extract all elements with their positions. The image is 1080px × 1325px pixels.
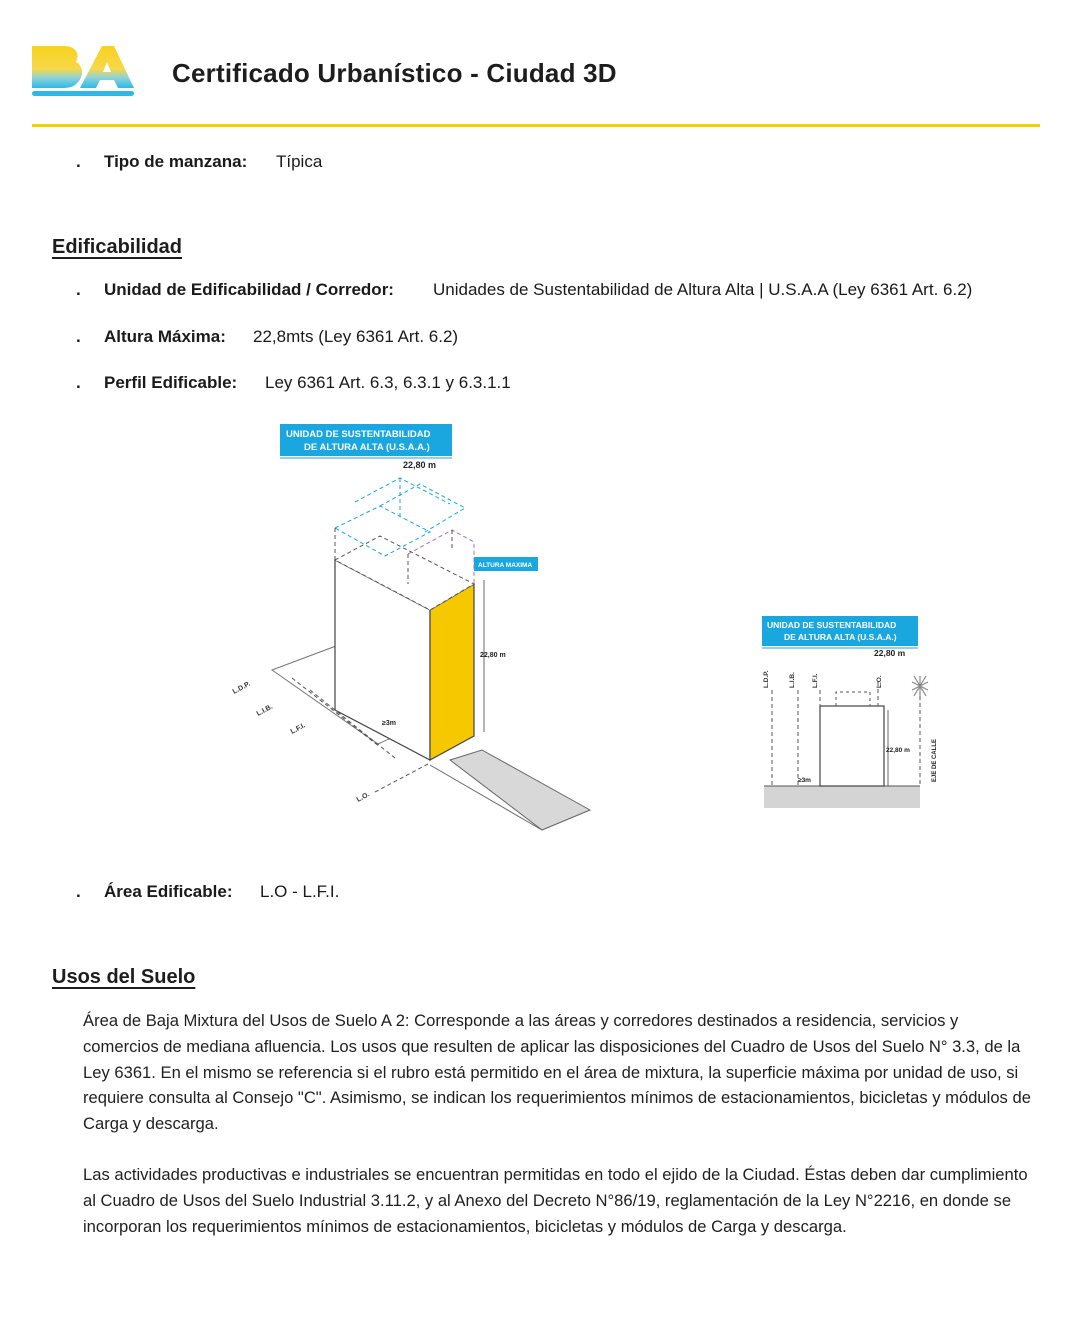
iso-badge bbox=[280, 424, 452, 470]
iso-lfi-label: L.F.I. bbox=[289, 722, 307, 736]
section-badge-line2: DE ALTURA ALTA (U.S.A.A.) bbox=[784, 632, 897, 642]
section-ground bbox=[764, 786, 920, 808]
usos-paragraph-2: Las actividades productivas e industriales se encuentran permitidas en todo el ejido de la Ciudad. Éstas deben dar cumplimiento al Cuadro de Usos del Suelo Industrial 3.11.2, y al Anexo del Decreto N°86/19, reglamentación de la Ley N°2216, en donde se incorporan los requerimientos mínimos de estacionamientos, bicicletas y módulos de Carga y descarga. bbox=[83, 1165, 1028, 1236]
bullet-dot: . bbox=[76, 373, 81, 392]
section-badge-line1: UNIDAD DE SUSTENTABILIDAD bbox=[767, 620, 897, 630]
iso-ldp-label: L.D.P. bbox=[231, 680, 252, 696]
bullet-dot: . bbox=[76, 327, 81, 346]
iso-dim-label: 22,80 m bbox=[480, 652, 506, 659]
iso-setback-label: ≥3m bbox=[382, 720, 396, 727]
building-facade bbox=[430, 584, 474, 760]
sidewalk bbox=[450, 750, 590, 830]
manzana-label: Tipo de manzana: bbox=[104, 152, 248, 171]
manzana-value: Típica bbox=[276, 152, 323, 171]
altura-label: Altura Máxima: bbox=[104, 327, 226, 346]
bullet-dot: . bbox=[76, 152, 81, 171]
section-height-label: 22,80 m bbox=[874, 648, 906, 658]
bullet-dot: . bbox=[76, 280, 81, 299]
section-lo-label: L.O. bbox=[876, 675, 883, 688]
page-header bbox=[0, 0, 1080, 130]
altura-value: 22,8mts (Ley 6361 Art. 6.2) bbox=[253, 327, 459, 346]
section-lfi-label: L.F.I. bbox=[812, 673, 819, 688]
section-badge bbox=[762, 616, 918, 658]
tree-icon bbox=[912, 676, 928, 696]
altura-maxima-tag-text: ALTURA MAXIMA bbox=[478, 562, 533, 569]
iso-lib-label: L.I.B. bbox=[255, 703, 275, 718]
eje-calle-label: EJE DE CALLE bbox=[932, 738, 938, 782]
header-divider bbox=[32, 124, 1040, 127]
perfil-edificable-diagram bbox=[220, 420, 940, 840]
section-lib-label: L.I.B. bbox=[789, 672, 796, 688]
document-title: Certificado Urbanístico - Ciudad 3D bbox=[172, 58, 617, 88]
area-label: Área Edificable: bbox=[104, 882, 233, 901]
perfil-value: Ley 6361 Art. 6.3, 6.3.1 y 6.3.1.1 bbox=[265, 373, 511, 392]
perfil-label: Perfil Edificable: bbox=[104, 373, 238, 392]
bullet-dot: . bbox=[76, 882, 81, 901]
section-ldp-label: L.D.P. bbox=[763, 670, 770, 688]
section-setback-label: ≥3m bbox=[798, 777, 811, 784]
unidad-label: Unidad de Edificabilidad / Corredor: bbox=[104, 280, 394, 299]
unidad-value: Unidades de Sustentabilidad de Altura Alta | U.S.A.A (Ley 6361 Art. 6.2) bbox=[433, 280, 973, 299]
section-building bbox=[820, 706, 884, 786]
iso-height-label: 22,80 m bbox=[403, 460, 437, 470]
section-dim-label: 22,80 m bbox=[886, 747, 910, 754]
iso-lo-label: L.O. bbox=[355, 791, 371, 804]
iso-badge-line1: UNIDAD DE SUSTENTABILIDAD bbox=[286, 429, 431, 440]
usos-paragraph-1: Área de Baja Mixtura del Usos de Suelo A 2: Corresponde a las áreas y corredores destinados a residencia, servicios y comercios de mediana afluencia. Los usos que resulten de aplicar las disposiciones del Cuadro de Usos del Suelo N° 3.3, de la Ley 6361. En el mismo se referencia si el rubro está permitido en el área de mixtura, la superficie máxima por unidad de uso, si requiere consulta al Consejo "C". Asimismo, se indican los requerimientos mínimos de estacionamientos, bicicletas y módulos de Carga y descarga. bbox=[83, 1011, 1031, 1134]
ba-logo bbox=[30, 42, 136, 102]
section-title-edificabilidad: Edificabilidad bbox=[52, 236, 183, 258]
iso-badge-line2: DE ALTURA ALTA (U.S.A.A.) bbox=[304, 442, 430, 453]
area-value: L.O - L.F.I. bbox=[260, 882, 340, 901]
section-title-usos: Usos del Suelo bbox=[52, 966, 196, 988]
